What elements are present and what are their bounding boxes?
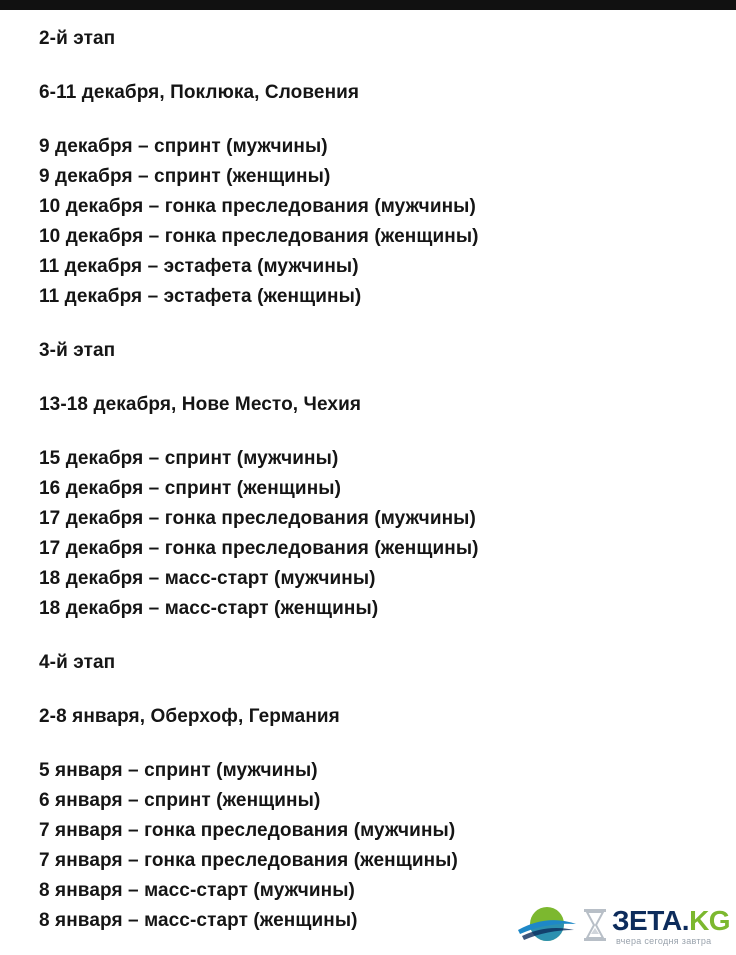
event-item: 11 декабря – эстафета (мужчины) xyxy=(39,256,359,277)
event-item: 8 января – масс-старт (мужчины) xyxy=(39,880,355,901)
globe-logo-icon xyxy=(516,904,578,948)
event-item: 10 декабря – гонка преследования (мужчины) xyxy=(39,196,476,217)
brand-main: ЗЕТА. xyxy=(612,905,690,936)
stage-dates-location: 6-11 декабря, Поклюка, Словения xyxy=(39,82,360,103)
event-item: 5 января – спринт (мужчины) xyxy=(39,760,318,781)
stage-2 xyxy=(39,24,719,312)
event-item: 8 января – масс-старт (женщины) xyxy=(39,910,358,931)
stage-dates-location: 13-18 декабря, Нове Место, Чехия xyxy=(39,394,362,415)
event-list xyxy=(39,444,719,624)
stage-4 xyxy=(39,648,719,936)
hourglass-icon xyxy=(582,908,608,942)
schedule-document xyxy=(39,24,719,936)
event-list xyxy=(39,132,719,312)
event-item: 15 декабря – спринт (мужчины) xyxy=(39,448,339,469)
event-item: 16 декабря – спринт (женщины) xyxy=(39,478,342,499)
stage-title: 3-й этап xyxy=(39,340,116,361)
event-item: 6 января – спринт (женщины) xyxy=(39,790,321,811)
top-bar xyxy=(0,0,736,10)
event-item: 17 декабря – гонка преследования (женщины) xyxy=(39,538,479,559)
brand-tagline: вчера сегодня завтра xyxy=(616,936,712,946)
event-item: 18 декабря – масс-старт (женщины) xyxy=(39,598,379,619)
zeta-kg-watermark xyxy=(516,902,731,952)
event-item: 9 декабря – спринт (женщины) xyxy=(39,166,331,187)
stage-title: 4-й этап xyxy=(39,652,116,673)
stage-title: 2-й этап xyxy=(39,28,116,49)
event-item: 7 января – гонка преследования (мужчины) xyxy=(39,820,456,841)
brand-suffix: KG xyxy=(689,905,731,936)
event-item: 17 декабря – гонка преследования (мужчины) xyxy=(39,508,476,529)
event-item: 7 января – гонка преследования (женщины) xyxy=(39,850,458,871)
event-item: 10 декабря – гонка преследования (женщины) xyxy=(39,226,479,247)
brand-name xyxy=(612,906,730,936)
event-item: 11 декабря – эстафета (женщины) xyxy=(39,286,362,307)
event-item: 9 декабря – спринт (мужчины) xyxy=(39,136,328,157)
stage-3 xyxy=(39,336,719,624)
stage-dates-location: 2-8 января, Оберхоф, Германия xyxy=(39,706,340,727)
event-item: 18 декабря – масс-старт (мужчины) xyxy=(39,568,376,589)
